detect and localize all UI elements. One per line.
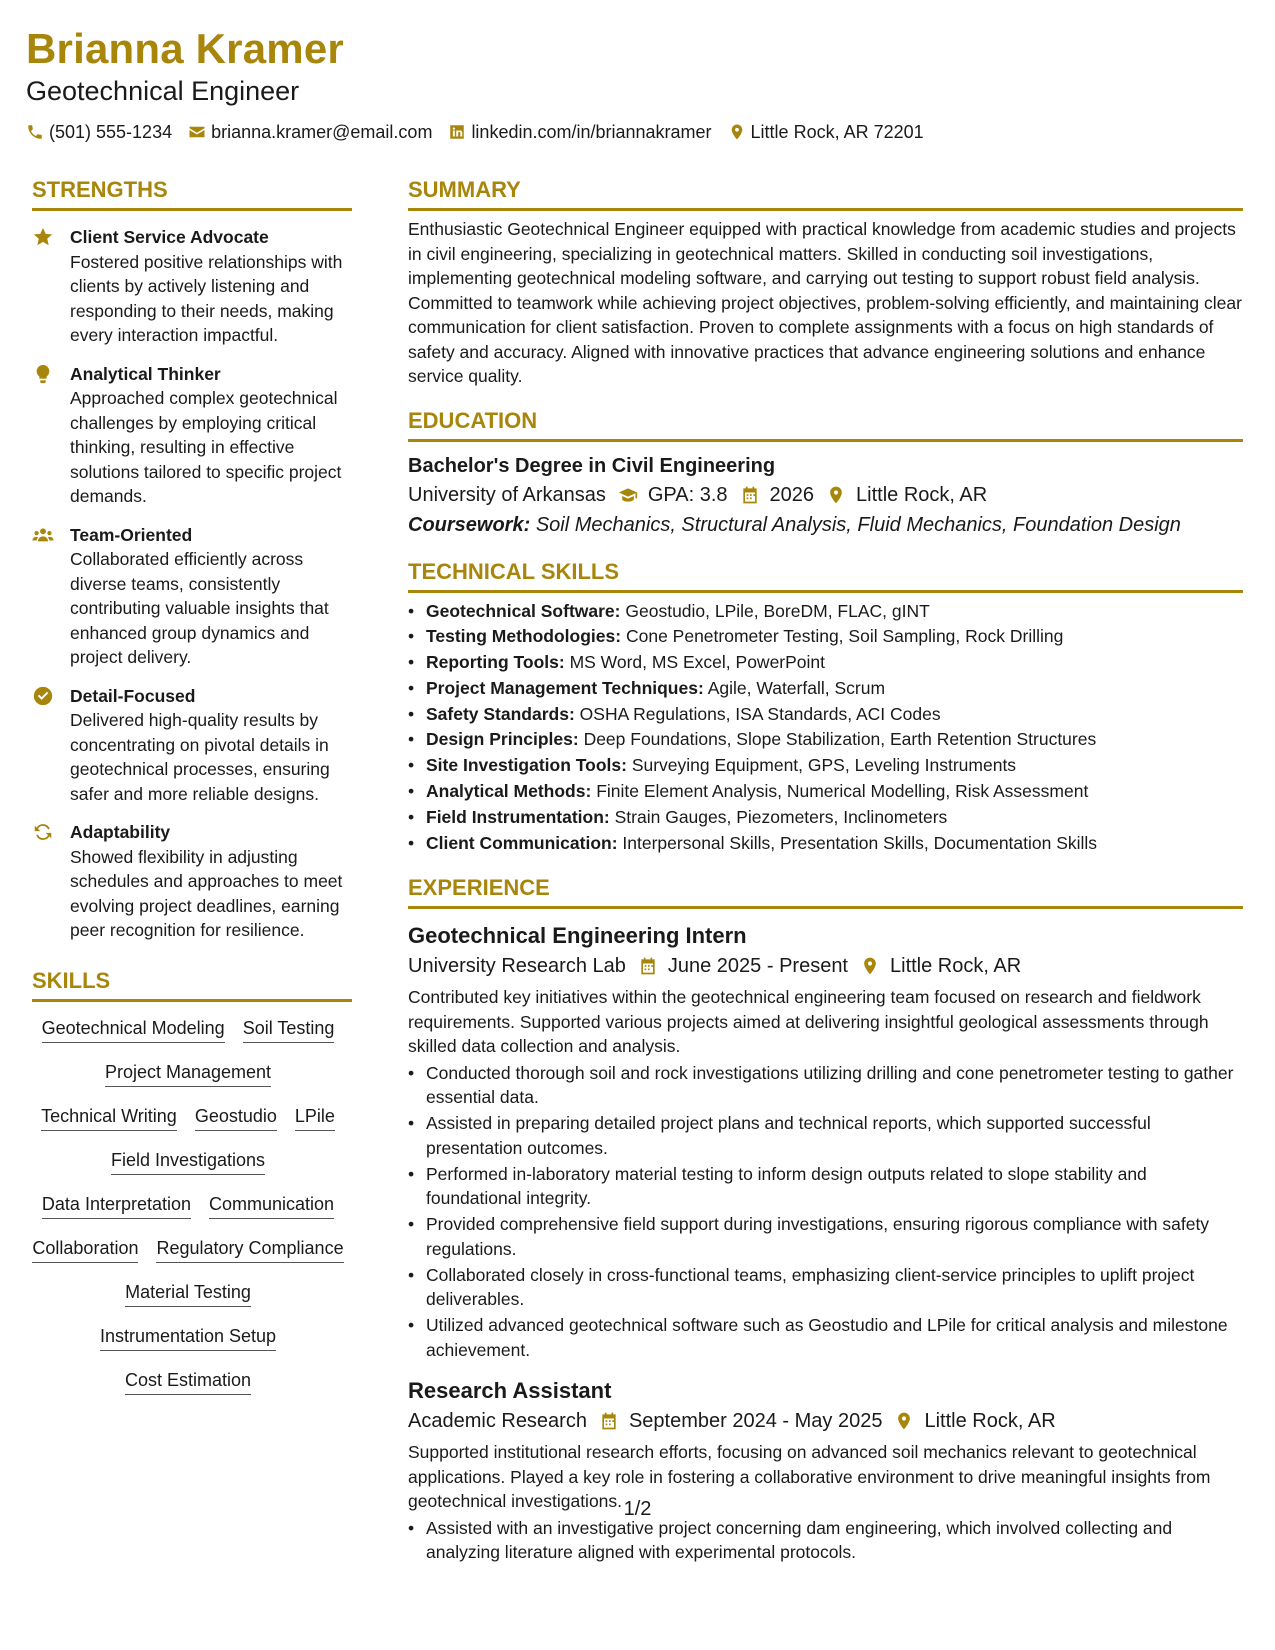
calendar-icon bbox=[740, 485, 760, 505]
refresh-icon bbox=[32, 821, 54, 843]
strength-title: Team-Oriented bbox=[70, 524, 193, 545]
coursework-text: Soil Mechanics, Structural Analysis, Fluid Mechanics, Foundation Design bbox=[535, 513, 1181, 536]
school-location: Little Rock, AR bbox=[856, 483, 988, 506]
list-item: • Performed in-laboratory material testing to inform design outputs related to slope stability and foundational integrity. bbox=[408, 1162, 1243, 1211]
job-description: Contributed key initiatives within the geotechnical engineering team focused on research and fieldwork requirements. Supported various projects aimed at delivering insightful geological assessments through skilled data collection and analysis. bbox=[408, 987, 1209, 1057]
strength-title: Adaptability bbox=[70, 822, 171, 842]
list-item: • Project Management Techniques: Agile, Waterfall, Scrum bbox=[408, 676, 1243, 702]
contact-location bbox=[728, 120, 924, 144]
strength-item bbox=[32, 820, 352, 943]
map-pin-icon bbox=[894, 1411, 914, 1431]
school-name: University of Arkansas bbox=[408, 483, 606, 506]
list-item: • Design Principles: Deep Foundations, Slope Stabilization, Earth Retention Structures bbox=[408, 727, 1243, 753]
job-meta bbox=[408, 951, 1243, 981]
skill-tag: Collaboration bbox=[32, 1236, 138, 1263]
skill-tag: Regulatory Compliance bbox=[156, 1236, 343, 1263]
graduation-cap-icon bbox=[618, 485, 638, 505]
job-description: Supported institutional research efforts, focusing on advanced soil mechanics relevant to geotechnical applications. Played a key role in fostering a collaborative environment to drive meaningful insights from geotechnical investigations. bbox=[408, 1442, 1211, 1512]
right-column bbox=[408, 176, 1243, 1566]
list-item: • Utilized advanced geotechnical software such as Geostudio and LPile for critical analysis and milestone achievement. bbox=[408, 1313, 1243, 1362]
job-meta bbox=[408, 1406, 1243, 1436]
contact-linkedin[interactable] bbox=[448, 120, 711, 144]
calendar-icon bbox=[599, 1411, 619, 1431]
contact-email[interactable] bbox=[188, 120, 432, 144]
map-pin-icon bbox=[826, 485, 846, 505]
job-dates: September 2024 - May 2025 bbox=[628, 1410, 883, 1433]
linkedin-text[interactable]: linkedin.com/in/briannakramer bbox=[471, 122, 712, 142]
envelope-icon bbox=[188, 123, 206, 141]
location-text: Little Rock, AR 72201 bbox=[750, 122, 924, 142]
skill-tag: LPile bbox=[295, 1104, 335, 1131]
strength-item bbox=[32, 225, 352, 348]
job-location: Little Rock, AR bbox=[890, 955, 1022, 978]
email-text[interactable]: brianna.kramer@email.com bbox=[211, 122, 433, 142]
education-meta bbox=[408, 480, 1243, 510]
technical-skills-section bbox=[408, 558, 1243, 857]
skill-tag: Data Interpretation bbox=[42, 1192, 191, 1219]
skill-tag: Instrumentation Setup bbox=[100, 1324, 276, 1351]
skills-heading: SKILLS bbox=[32, 967, 352, 1002]
list-item: • Client Communication: Interpersonal Skills, Presentation Skills, Documentation Skills bbox=[408, 831, 1243, 857]
strength-text: Delivered high-quality results by concentrating on pivotal details in geotechnical processes, ensuring safer and more reliable designs. bbox=[70, 710, 330, 804]
job-dates: June 2025 - Present bbox=[667, 955, 848, 978]
list-item: • Provided comprehensive field support during investigations, ensuring rigorous compliance with safety regulations. bbox=[408, 1212, 1243, 1261]
list-item: • Assisted in preparing detailed project plans and technical reports, which supported successful presentation outcomes. bbox=[408, 1111, 1243, 1160]
strength-title: Analytical Thinker bbox=[70, 363, 221, 384]
technical-skills-heading: TECHNICAL SKILLS bbox=[408, 558, 1243, 593]
map-pin-icon bbox=[728, 123, 746, 141]
education-heading: EDUCATION bbox=[408, 407, 1243, 442]
coursework-line bbox=[408, 510, 1243, 540]
list-item: • Conducted thorough soil and rock investigations utilizing drilling and cone penetrometer testing to gather essential data. bbox=[408, 1061, 1243, 1110]
left-column bbox=[32, 176, 352, 1395]
skill-tag: Project Management bbox=[105, 1060, 271, 1087]
phone-text: (501) 555-1234 bbox=[49, 122, 173, 142]
degree-title: Bachelor's Degree in Civil Engineering bbox=[408, 454, 776, 477]
strength-item bbox=[32, 523, 352, 670]
list-item: • Reporting Tools: MS Word, MS Excel, PowerPoint bbox=[408, 650, 1243, 676]
strength-text: Approached complex geotechnical challenges by employing critical thinking, resulting in effective solutions tailored to specific project demands. bbox=[70, 388, 342, 506]
linkedin-icon bbox=[448, 123, 466, 141]
job-org: University Research Lab bbox=[408, 955, 626, 978]
skill-tag: Material Testing bbox=[125, 1280, 251, 1307]
map-pin-icon bbox=[860, 956, 880, 976]
summary-heading: SUMMARY bbox=[408, 176, 1243, 211]
candidate-title: Geotechnical Engineer bbox=[26, 76, 300, 106]
skill-tag: Soil Testing bbox=[243, 1016, 335, 1043]
skill-tag: Geostudio bbox=[195, 1104, 277, 1131]
list-item: • Geotechnical Software: Geostudio, LPile, BoreDM, FLAC, gINT bbox=[408, 599, 1243, 625]
job-bullets bbox=[408, 1061, 1243, 1363]
strength-title: Detail-Focused bbox=[70, 685, 196, 706]
calendar-icon bbox=[638, 956, 658, 976]
list-item: • Safety Standards: OSHA Regulations, ISA Standards, ACI Codes bbox=[408, 702, 1243, 728]
check-circle-icon bbox=[32, 685, 54, 707]
gpa: GPA: 3.8 bbox=[647, 483, 728, 506]
list-item: • Testing Methodologies: Cone Penetrometer Testing, Soil Sampling, Rock Drilling bbox=[408, 624, 1243, 650]
education-section bbox=[408, 407, 1243, 540]
coursework-label: Coursework: bbox=[408, 513, 531, 536]
page-number: 1/2 bbox=[623, 1498, 652, 1520]
job-location: Little Rock, AR bbox=[924, 1410, 1056, 1433]
candidate-name: Brianna Kramer bbox=[26, 25, 344, 72]
strengths-heading: STRENGTHS bbox=[32, 176, 352, 211]
job-org: Academic Research bbox=[408, 1410, 587, 1433]
list-item: • Site Investigation Tools: Surveying Equipment, GPS, Leveling Instruments bbox=[408, 753, 1243, 779]
summary-text: Enthusiastic Geotechnical Engineer equipped with practical knowledge from academic studies and projects in civil engineering, specializing in geotechnical matters. Skilled in conducting soil investigations, implementing geotechnical modeling software, and carrying out testing to support robust field analysis. Committed to teamwork while achieving project objectives, problem-solving efficiently, and maintaining clear communication for client satisfaction. Proven to complete assignments with a focus on high standards of safety and accuracy. Aligned with innovative practices that advance engineering solutions and enhance service quality. bbox=[408, 219, 1242, 386]
phone-icon bbox=[26, 123, 44, 141]
strength-item bbox=[32, 684, 352, 807]
job-title: Research Assistant bbox=[408, 1378, 612, 1404]
skill-tag: Communication bbox=[209, 1192, 334, 1219]
technical-skills-list bbox=[408, 599, 1243, 857]
list-item: • Field Instrumentation: Strain Gauges, Piezometers, Inclinometers bbox=[408, 805, 1243, 831]
star-icon bbox=[32, 226, 54, 248]
contact-bar bbox=[26, 120, 1246, 144]
contact-phone bbox=[26, 120, 172, 144]
job-title: Geotechnical Engineering Intern bbox=[408, 923, 747, 949]
strength-text: Fostered positive relationships with clients by actively listening and responding to their needs, making every interaction impactful. bbox=[70, 251, 343, 345]
graduation-year: 2026 bbox=[769, 483, 815, 506]
list-item: • Collaborated closely in cross-functional teams, emphasizing client-service principles to uplift project deliverables. bbox=[408, 1263, 1243, 1312]
experience-section bbox=[408, 874, 1243, 1565]
skill-tag: Geotechnical Modeling bbox=[42, 1016, 225, 1043]
list-item: • Assisted with an investigative project concerning dam engineering, which involved collecting and analyzing literature aligned with experimental protocols. bbox=[408, 1516, 1243, 1565]
skill-tag: Technical Writing bbox=[41, 1104, 177, 1131]
users-icon bbox=[32, 524, 54, 546]
resume-header bbox=[26, 24, 1246, 144]
strength-title: Client Service Advocate bbox=[70, 227, 269, 247]
strength-text: Collaborated efficiently across diverse teams, consistently contributing valuable insights that enhanced group dynamics and project delivery. bbox=[70, 549, 329, 667]
job-bullets bbox=[408, 1516, 1243, 1565]
list-item: • Analytical Methods: Finite Element Analysis, Numerical Modelling, Risk Assessment bbox=[408, 779, 1243, 805]
strength-text: Showed flexibility in adjusting schedules and approaches to meet evolving project deadlines, earning peer recognition for resilience. bbox=[70, 846, 343, 940]
experience-heading: EXPERIENCE bbox=[408, 874, 1243, 909]
lightbulb-icon bbox=[32, 363, 54, 385]
skill-tag: Cost Estimation bbox=[125, 1368, 251, 1395]
skills-list bbox=[32, 1016, 344, 1395]
skill-tag: Field Investigations bbox=[111, 1148, 265, 1175]
strength-item bbox=[32, 362, 352, 509]
